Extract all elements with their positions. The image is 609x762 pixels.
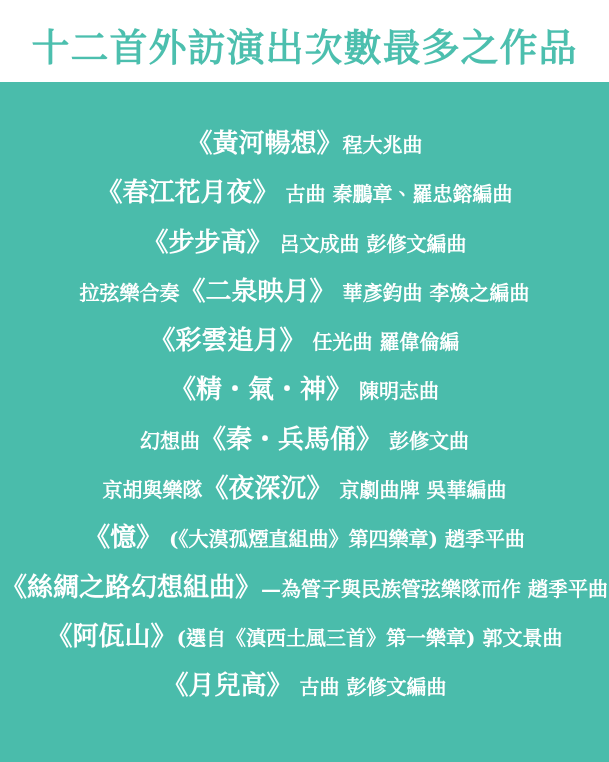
work-title: 《秦・兵馬俑》 [200,424,383,455]
work-title: 《月兒高》 [162,671,293,702]
work-title: 《絲綢之路幻想組曲》 [1,572,262,603]
work-credits: 京劇曲牌 吳華編曲 [332,478,507,503]
work-title: 《夜深沉》 [202,474,333,505]
page-header [0,0,609,82]
work-title: 《春江花月夜》 [96,178,279,209]
work-credits: 陳明志曲 [352,379,439,404]
work-item [0,514,609,563]
work-item [0,465,609,514]
work-item [0,268,609,317]
work-credits: 古曲 彭修文編曲 [292,675,447,700]
work-credits: 古曲 秦鵬章、羅忠鎔編曲 [278,182,513,207]
work-prefix: 幻想曲 [140,428,200,453]
work-title: 《步步高》 [142,227,273,258]
work-credits: 程大兆曲 [342,133,423,157]
work-credits: 呂文成曲 彭修文編曲 [272,231,467,256]
work-item [0,564,609,613]
page-title: 十二首外訪演出次數最多之作品 [31,24,578,70]
work-item [0,169,609,218]
work-credits: (選自《滇西土風三首》第一樂章) 郭文景曲 [176,625,563,650]
work-item [0,317,609,366]
work-title: 《憶》 [84,523,163,554]
work-credits: 彭修文曲 [382,428,469,453]
work-credits: 華彥鈞曲 李煥之編曲 [335,280,530,305]
work-item [0,662,609,711]
work-title: 《黃河暢想》 [186,129,343,159]
work-title: 《彩雲追月》 [149,326,306,357]
works-list [0,82,609,762]
work-title: 《二泉映月》 [179,276,336,307]
work-credits: (《大漠孤煙直組曲》第四樂章) 趙季平曲 [162,527,525,552]
work-title: 《阿佤山》 [46,621,177,652]
work-item [0,366,609,415]
work-item [0,120,609,169]
work-prefix: 京胡與樂隊 [102,478,203,503]
work-item [0,416,609,465]
work-title: 《精・氣・神》 [170,375,353,406]
work-item [0,613,609,662]
work-item [0,219,609,268]
work-credits: 任光曲 羅偉倫編 [305,330,460,355]
work-credits: —為管子與民族管弦樂隊而作 趙季平曲 [261,576,608,601]
work-prefix: 拉弦樂合奏 [79,280,180,305]
